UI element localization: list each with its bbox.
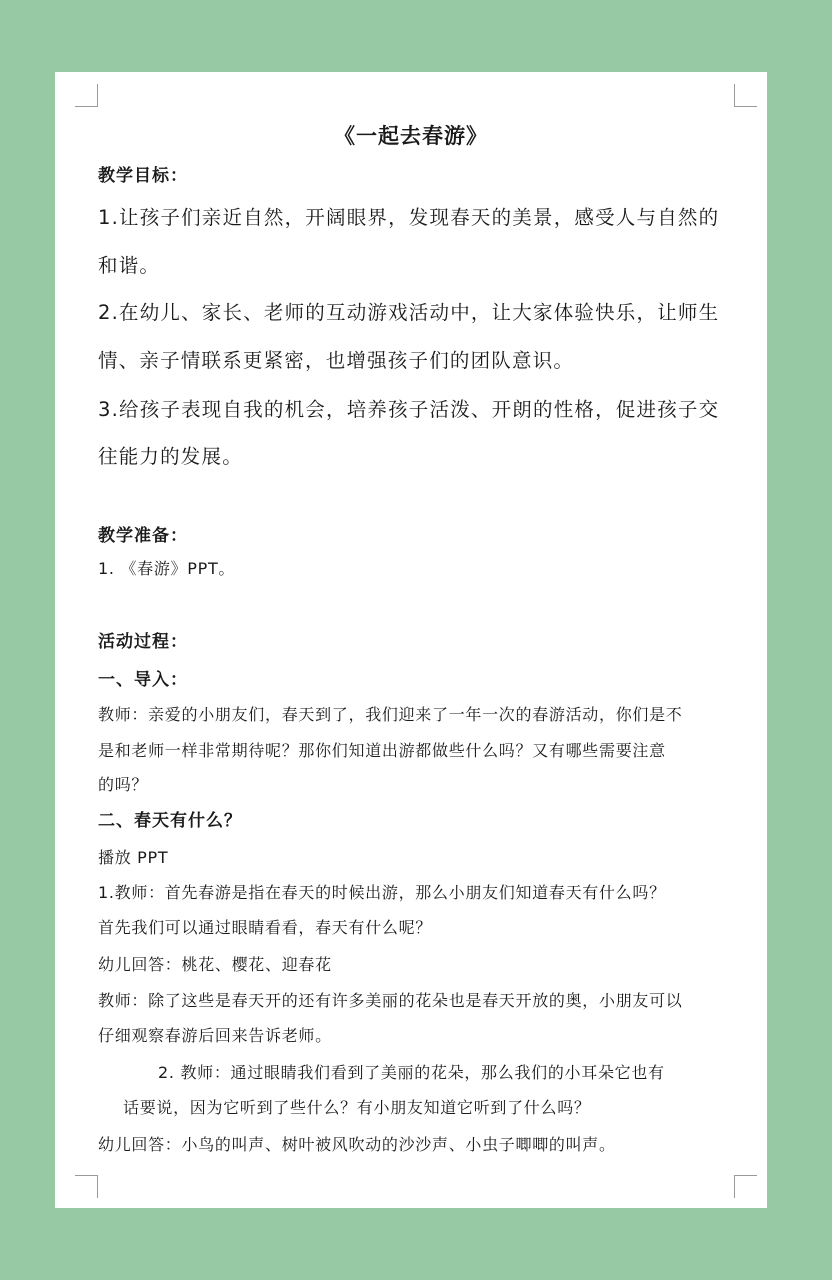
intro-line-1: 教师：亲爱的小朋友们，春天到了，我们迎来了一年一次的春游活动，你们是不: [98, 705, 683, 724]
teacher-1-line-1: 教师：除了这些是春天开的还有许多美丽的花朵也是春天开放的奥，小朋友可以: [98, 991, 683, 1010]
goal-1-line-1: 1.让孩子们亲近自然，开阔眼界，发现春天的美景，感受人与自然的: [98, 206, 720, 229]
goal-3-line-1: 3.给孩子表现自我的机会，培养孩子活泼、开朗的性格，促进孩子交: [98, 398, 720, 421]
teacher-1-line-2: 仔细观察春游后回来告诉老师。: [98, 1026, 332, 1045]
q1-line-2: 首先我们可以通过眼睛看看，春天有什么呢？: [98, 918, 433, 937]
play-ppt-line: 播放 PPT: [98, 848, 169, 867]
q2-line-1: 2. 教师：通过眼睛我们看到了美丽的花朵，那么我们的小耳朵它也有: [158, 1063, 665, 1082]
process-heading: 活动过程：: [98, 632, 188, 652]
corner-mark-bottom-left: [75, 1175, 98, 1198]
q2-line-2: 话要说，因为它听到了些什么？有小朋友知道它听到了什么吗？: [123, 1098, 591, 1117]
answer-1: 幼儿回答：桃花、樱花、迎春花: [98, 955, 332, 974]
answer-2: 幼儿回答：小鸟的叫声、树叶被风吹动的沙沙声、小虫子唧唧的叫声。: [98, 1135, 616, 1154]
document-page: [55, 72, 767, 1208]
prep-heading: 教学准备：: [98, 526, 188, 546]
document-title: 《一起去春游》: [334, 124, 488, 148]
goal-1-line-2: 和谐。: [98, 254, 161, 277]
goals-heading: 教学目标：: [98, 166, 188, 186]
corner-mark-top-right: [734, 84, 757, 107]
section-2-heading: 二、春天有什么？: [98, 811, 242, 831]
prep-item-1: 1. 《春游》PPT。: [98, 559, 236, 578]
q1-line-1: 1.教师：首先春游是指在春天的时候出游，那么小朋友们知道春天有什么吗？: [98, 883, 666, 902]
corner-mark-top-left: [75, 84, 98, 107]
goal-2-line-1: 2.在幼儿、家长、老师的互动游戏活动中，让大家体验快乐，让师生: [98, 301, 720, 324]
goal-3-line-2: 往能力的发展。: [98, 445, 243, 468]
section-1-heading: 一、导入：: [98, 670, 188, 690]
intro-line-3: 的吗？: [98, 775, 149, 794]
goal-2-line-2: 情、亲子情联系更紧密，也增强孩子们的团队意识。: [98, 349, 575, 372]
corner-mark-bottom-right: [734, 1175, 757, 1198]
intro-line-2: 是和老师一样非常期待呢？那你们知道出游都做些什么吗？又有哪些需要注意: [98, 741, 666, 760]
